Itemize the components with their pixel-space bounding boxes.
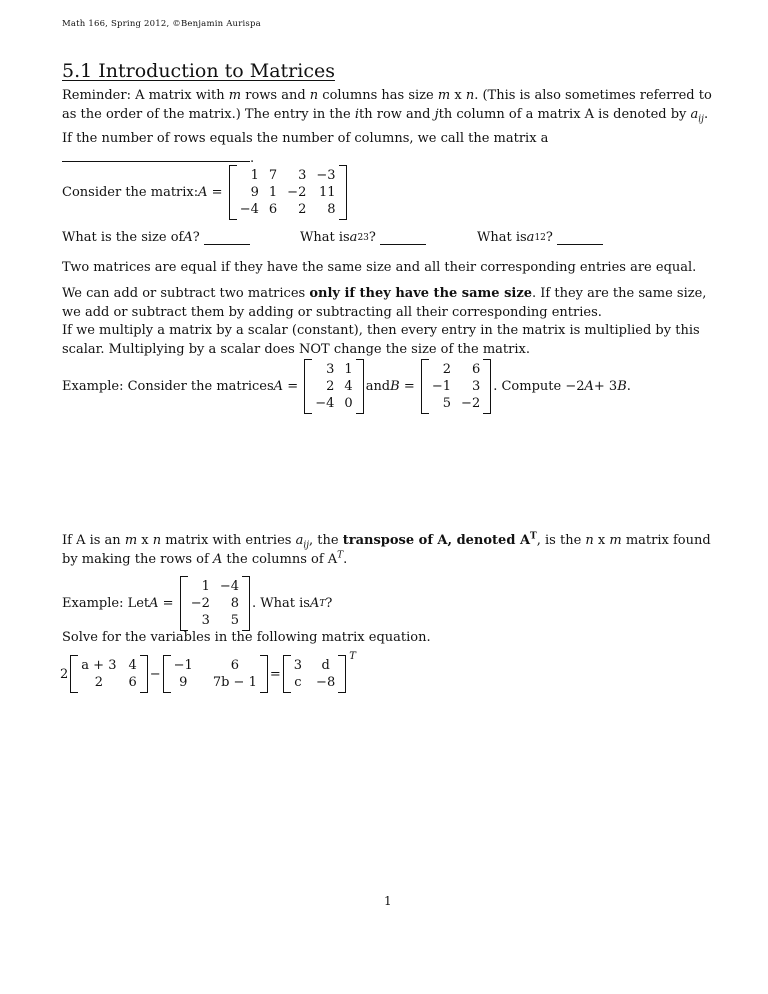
matrix-entry: 0 bbox=[344, 396, 353, 411]
matrix-entry: −4 bbox=[219, 579, 240, 594]
matrix-entry: 2 bbox=[298, 202, 307, 217]
matrix-entry: 6 bbox=[471, 362, 481, 377]
matrix-entry: 7b − 1 bbox=[212, 675, 257, 690]
matrix-entry: 5 bbox=[230, 613, 240, 628]
matrix-entry: 9 bbox=[179, 675, 188, 690]
matrix-entry: 2 bbox=[326, 379, 335, 394]
matrix-equation: 2 a + 3 4 2 6 − −1 6 9 7b − 1 = 3 d c −8 T bbox=[60, 655, 356, 693]
matrix-entry: 3 bbox=[293, 658, 303, 673]
matrix-entry: 8 bbox=[327, 202, 336, 217]
matrix-entry: 9 bbox=[250, 185, 259, 200]
matrix-entry: 6 bbox=[128, 675, 137, 690]
matrix-entry: −2 bbox=[287, 185, 307, 200]
matrix-entry: a + 3 bbox=[81, 658, 117, 673]
example-transpose-matrix bbox=[180, 576, 250, 631]
matrix-entry: c bbox=[294, 675, 302, 690]
equation-matrix-3 bbox=[283, 655, 346, 693]
matrix-entry: −3 bbox=[316, 168, 336, 183]
a12-question: What is a 12 ? bbox=[477, 230, 603, 245]
example-matrix-A bbox=[304, 359, 363, 414]
solve-instruction: Solve for the variables in the following matrix equation. bbox=[62, 630, 431, 645]
consider-matrix-row: Consider the matrix: A = 1 7 3 −3 9 1 −2 11 −4 6 2 8 bbox=[62, 165, 349, 220]
matrix-entry: 11 bbox=[318, 185, 336, 200]
page-header: Math 166, Spring 2012, ©Benjamin Aurispa bbox=[62, 19, 261, 29]
matrix-entry: 3 bbox=[298, 168, 307, 183]
size-question: What is the size of A ? bbox=[62, 230, 250, 245]
scalar-paragraph: If we multiply a matrix by a scalar (constant), then every entry in the matrix is multiplied by this scalar. Multiplying by a scalar does NOT change the size of the matrix. bbox=[62, 323, 700, 357]
matrix-entry: 6 bbox=[230, 658, 239, 673]
page-number: 1 bbox=[384, 894, 392, 908]
matrix-A bbox=[229, 165, 347, 220]
size-answer-blank[interactable] bbox=[204, 231, 250, 245]
answer-blank[interactable] bbox=[62, 148, 250, 162]
matrix-entry: 8 bbox=[230, 596, 240, 611]
matrix-entry: 4 bbox=[128, 658, 137, 673]
matrix-entry: 1 bbox=[250, 168, 259, 183]
example-matrices-row: Example: Consider the matrices A = 3 1 2 4 −4 0 and B = 2 6 −1 3 5 −2 . Compute −2 A + 3 B . bbox=[62, 359, 631, 414]
matrix-entry: −1 bbox=[173, 658, 193, 673]
matrix-entry: 6 bbox=[268, 202, 278, 217]
addition-paragraph: We can add or subtract two matrices only if they have the same size. If they are the same size, we add or subtract them by adding or subtracting all their corresponding entries. bbox=[62, 286, 707, 320]
section-title: 5.1 Introduction to Matrices bbox=[62, 60, 335, 82]
matrix-entry: 2 bbox=[94, 675, 104, 690]
matrix-entry: 1 bbox=[201, 579, 210, 594]
matrix-entry: 7 bbox=[268, 168, 278, 183]
matrix-entry: −4 bbox=[239, 202, 259, 217]
equality-paragraph: Two matrices are equal if they have the same size and all their corresponding entries are equal. bbox=[62, 260, 697, 275]
matrix-entry: 1 bbox=[268, 185, 278, 200]
matrix-entry: 1 bbox=[344, 362, 353, 377]
matrix-entry: 4 bbox=[344, 379, 353, 394]
matrix-entry: 2 bbox=[442, 362, 452, 377]
matrix-entry: 3 bbox=[201, 613, 210, 628]
matrix-entry: −4 bbox=[315, 396, 335, 411]
a12-answer-blank[interactable] bbox=[557, 231, 603, 245]
a23-question: What is a 23 ? bbox=[300, 230, 426, 245]
matrix-entry: −1 bbox=[431, 379, 452, 394]
matrix-entry: −2 bbox=[190, 596, 210, 611]
transpose-example-row: Example: Let A = 1 −4 −2 8 3 5 . What is A T ? bbox=[62, 576, 332, 631]
matrix-entry: 5 bbox=[442, 396, 452, 411]
equation-matrix-1 bbox=[70, 655, 147, 693]
reminder-paragraph: Reminder: A matrix with m rows and n columns has size m x n. (This is also sometimes referred to as the order of the matrix.) The entry in the ith row and jth column of a matrix A is denoted by $a_{ij}$. bbox=[62, 88, 712, 125]
matrix-entry: 3 bbox=[326, 362, 335, 377]
example-matrix-B bbox=[421, 359, 491, 414]
matrix-entry: 3 bbox=[471, 379, 481, 394]
matrix-entry: d bbox=[321, 658, 330, 673]
a23-answer-blank[interactable] bbox=[380, 231, 426, 245]
square-matrix-question: If the number of rows equals the number of columns, we call the matrix a . bbox=[62, 131, 549, 166]
equation-matrix-2 bbox=[163, 655, 268, 693]
matrix-entry: −8 bbox=[316, 675, 336, 690]
matrix-entry: −2 bbox=[461, 396, 481, 411]
transpose-paragraph: If A is an m x n matrix with entries $a_{ij}$, the transpose of A, denoted $A^T$, is the n x m matrix found by making the rows of A the columns of $A^T$. bbox=[62, 531, 711, 567]
